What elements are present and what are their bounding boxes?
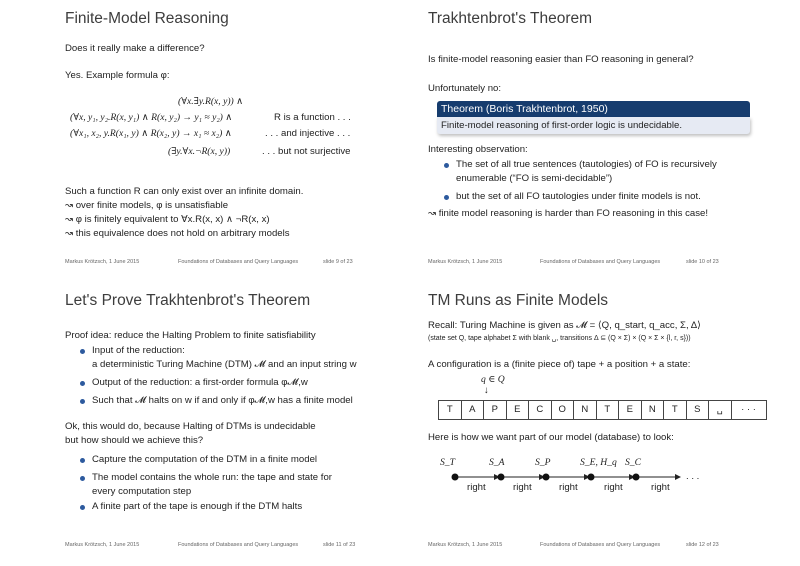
formula-line-4: (∃y.∀x.¬R(x, y)) bbox=[168, 146, 231, 157]
tape-cell: S bbox=[687, 401, 710, 419]
footer-author: Markus Krötzsch, 1 June 2015 bbox=[428, 542, 503, 548]
bullet-finite-tautologies: but the set of all FO tautologies under finite models is not. bbox=[456, 191, 701, 202]
bullet-finite-tape: A finite part of the tape is enough if the DTM halts bbox=[92, 501, 303, 512]
slide9-conclusion: Such a function R can only exist over an infinite domain. bbox=[65, 186, 304, 197]
slide11-ok-line1: Ok, this would do, because Halting of DTMs is undecidable bbox=[65, 421, 316, 432]
tape-cell: N bbox=[574, 401, 597, 419]
bullet-icon bbox=[80, 349, 85, 354]
footer-slide-number: slide 11 of 23 bbox=[323, 542, 356, 548]
theorem-block-title: Theorem (Boris Trakhtenbrot, 1950) bbox=[437, 101, 750, 117]
slide10-conclusion: ↝ finite model reasoning is harder than FO reasoning in this case! bbox=[428, 208, 709, 219]
bullet-halts: Such that 𝓜 halts on w if and only if φ𝓜,w has a finite model bbox=[92, 395, 353, 406]
bullet-whole-run-cont: every computation step bbox=[92, 486, 192, 497]
footer-slide-number: slide 9 of 23 bbox=[323, 259, 353, 265]
bullet-input: Input of the reduction: bbox=[92, 345, 185, 356]
node-dot bbox=[633, 474, 640, 481]
head-state-label: q ∈ Q bbox=[481, 374, 505, 385]
slide-title: Trakhtenbrot's Theorem bbox=[428, 10, 593, 27]
edge-label: right bbox=[559, 482, 578, 493]
formula-line-3: (∀x₁, x₂, y.R(x₁, y) ∧ R(x₂, y) → x₁ ≈ x₂) ∧ bbox=[70, 128, 232, 139]
footer-slide-number: slide 12 of 23 bbox=[686, 542, 719, 548]
footer-author: Markus Krötzsch, 1 June 2015 bbox=[65, 542, 140, 548]
slide-title: Let's Prove Trakhtenbrot's Theorem bbox=[65, 292, 311, 309]
slide12-config: A configuration is a (finite piece of) tape + a position + a state: bbox=[428, 359, 691, 370]
edge-label: right bbox=[604, 482, 623, 493]
tape-cell: T bbox=[597, 401, 620, 419]
footer-course: Foundations of Databases and Query Languages bbox=[540, 542, 661, 548]
head-arrow-icon: ↓ bbox=[484, 385, 489, 396]
bullet-output: Output of the reduction: a first-order formula φ𝓜,w bbox=[92, 377, 308, 388]
tape-cell: N bbox=[642, 401, 665, 419]
theorem-block-body: Finite-model reasoning of first-order logic is undecidable. bbox=[437, 117, 750, 134]
node-dot bbox=[452, 474, 459, 481]
formula-line-1: (∀x.∃y.R(x, y)) ∧ bbox=[178, 96, 244, 107]
slide9-example: Yes. Example formula φ: bbox=[65, 70, 170, 81]
bullet-whole-run: The model contains the whole run: the tape and state for bbox=[92, 472, 332, 483]
formula-comment-1: R is a function . . . bbox=[274, 112, 351, 123]
slide10-answer: Unfortunately no: bbox=[428, 83, 502, 94]
bullet-icon bbox=[80, 458, 85, 463]
tape bbox=[438, 400, 767, 420]
bullet-icon bbox=[444, 163, 449, 168]
node-label: S_P bbox=[535, 457, 551, 468]
tape-cell: O bbox=[552, 401, 575, 419]
slide11-ok-line2: but how should we achieve this? bbox=[65, 435, 204, 446]
footer-course: Foundations of Databases and Query Languages bbox=[178, 259, 299, 265]
slide11-idea: Proof idea: reduce the Halting Problem to finite satisfiability bbox=[65, 330, 316, 341]
tape-cell: A bbox=[462, 401, 485, 419]
slide10-observation: Interesting observation: bbox=[428, 144, 528, 155]
slide9-question: Does it really make a difference? bbox=[65, 43, 205, 54]
tape-cell: E bbox=[619, 401, 642, 419]
slide10-question: Is finite-model reasoning easier than FO reasoning in general? bbox=[428, 54, 694, 65]
slide-title: TM Runs as Finite Models bbox=[428, 292, 609, 309]
edge-label: right bbox=[513, 482, 532, 493]
tape-cell: T bbox=[439, 401, 462, 419]
chain-ellipsis: . . . bbox=[686, 471, 700, 482]
slide12-model-intro: Here is how we want part of our model (database) to look: bbox=[428, 432, 674, 443]
tape-cell-blank: ␣ bbox=[709, 401, 732, 419]
node-dot bbox=[498, 474, 505, 481]
slide12-recall: Recall: Turing Machine is given as 𝓜 = ⟨Q, q_start, q_acc, Σ, Δ⟩ bbox=[428, 320, 701, 331]
formula-comment-2: . . . and injective . . . bbox=[265, 128, 351, 139]
tape-cell-head: E bbox=[507, 401, 530, 419]
slide-title: Finite-Model Reasoning bbox=[65, 10, 229, 27]
node-label: S_A bbox=[489, 457, 505, 468]
node-label: S_E, H_q bbox=[580, 457, 617, 468]
formula-line-2: (∀x, y₁, y₂.R(x, y₁) ∧ R(x, y₂) → y₁ ≈ y₂) ∧ bbox=[70, 112, 233, 123]
edge-label: right bbox=[467, 482, 486, 493]
tape-cell-ellipsis: · · · bbox=[741, 404, 756, 415]
bullet-icon bbox=[80, 505, 85, 510]
bullet-icon bbox=[80, 399, 85, 404]
slide-10 bbox=[400, 0, 800, 283]
bullet-icon bbox=[444, 195, 449, 200]
node-label: S_T bbox=[440, 457, 455, 468]
node-dot bbox=[543, 474, 550, 481]
footer-course: Foundations of Databases and Query Languages bbox=[540, 259, 661, 265]
footer-course: Foundations of Databases and Query Languages bbox=[178, 542, 299, 548]
node-label: S_C bbox=[625, 457, 641, 468]
node-dot bbox=[588, 474, 595, 481]
footer-author: Markus Krötzsch, 1 June 2015 bbox=[65, 259, 140, 265]
bullet-tautologies: The set of all true sentences (tautologies) of FO is recursively bbox=[456, 159, 717, 170]
tape-cell: T bbox=[664, 401, 687, 419]
footer-slide-number: slide 10 of 23 bbox=[686, 259, 719, 265]
tape-cell: P bbox=[484, 401, 507, 419]
bullet-icon bbox=[80, 381, 85, 386]
edge-label: right bbox=[651, 482, 670, 493]
tape-cell: C bbox=[529, 401, 552, 419]
consequence-3: ↝ this equivalence does not hold on arbitrary models bbox=[65, 228, 290, 239]
footer-author: Markus Krötzsch, 1 June 2015 bbox=[428, 259, 503, 265]
bullet-icon bbox=[80, 476, 85, 481]
bullet-tautologies-cont: enumerable (“FO is semi-decidable”) bbox=[456, 173, 613, 184]
consequence-1: ↝ over finite models, φ is unsatisfiable bbox=[65, 200, 229, 211]
consequence-2: ↝ φ is finitely equivalent to ∀x.R(x, x) ∧ ¬R(x, x) bbox=[65, 214, 270, 225]
bullet-input-cont: a deterministic Turing Machine (DTM) 𝓜 and an input string w bbox=[92, 359, 357, 370]
bullet-capture: Capture the computation of the DTM in a finite model bbox=[92, 454, 318, 465]
slide12-recall-note: (state set Q, tape alphabet Σ with blank ␣, transitions Δ ⊆ (Q × Σ) × (Q × Σ × {l, r, s})) bbox=[428, 335, 691, 342]
formula-comment-3: . . . but not surjective bbox=[262, 146, 351, 157]
